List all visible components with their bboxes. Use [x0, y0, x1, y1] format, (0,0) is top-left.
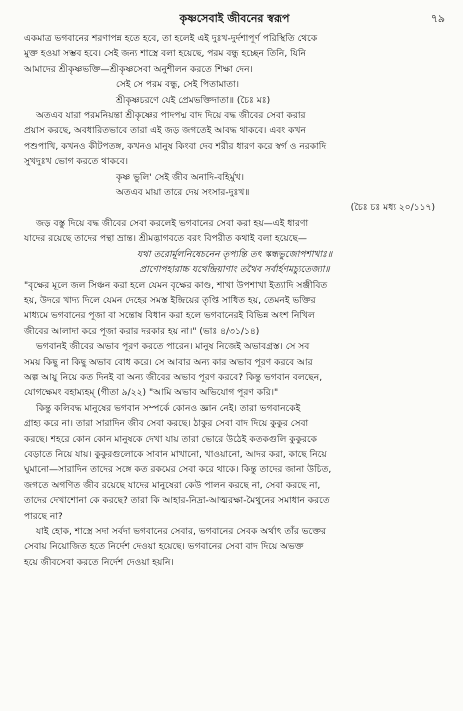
chapter-title: কৃষ্ণসেবাই জীবনের স্বরূপ: [179, 12, 290, 25]
paragraph-4: "বৃক্ষের মূলে জল সিঞ্চন করা হলে যেমন বৃক্ষের কাণ্ড, শাখা উপশাখা ইত্যাদি সঞ্জীবিত হয়, উদরে খাদ্য দিলে যেমন দেহের সমস্ত ইন্দ্রিয়ের তৃপ্তি সাধিত হয়, তেমনই ভক্তির মাধ্যমে ভগবানের পূজা বা সন্তোষ বিধান করা হলে ভগবানেরই বিভিন্ন অংশ নিখিল জীবের আলাদা করে পূজা করার দরকার হয় না।" (ভাঃ ৪/৩১/১৪): [24, 280, 328, 337]
verse-2-line-2: অতএব মায়া তারে দেয় সংসার-দুঃখ॥: [116, 188, 250, 199]
page-header: [24, 10, 445, 32]
sanskrit-line-1: যথা তরোর্মূলনিষেচনেন তৃপ্যন্তি তৎ স্কন্ধভুজোপশাখাঃ॥: [136, 249, 333, 260]
paragraph-2: অতএব যারা পরমনিয়ন্তা শ্রীকৃষ্ণের পাদপদ্ম বাদ দিয়ে বদ্ধ জীবের সেবা করার প্রয়াস করছে, অবধারিতভাবে তারা এই জড় জগতেই আবদ্ধ থাকবে। এবং কখন পশুপাখি, কখনও কীটপতঙ্গ, কখনও মানুষ কিংবা দেব শরীর ধারণ করে স্বর্গ ও নরকাদি সুখদুঃখ ভোগ করতে থাকবে।: [24, 111, 327, 168]
sanskrit-line-2: প্রাণোপহারাচ্চ যথেন্দ্রিয়াণাং তথৈব সর্বার্হণমচ্যুতেজ্যা॥: [139, 265, 330, 276]
verse-1-line-2: শ্রীকৃষ্ণচরণে যেই প্রেমভক্তিদাতা॥ (চৈঃ মঃ): [116, 95, 271, 106]
verse-1-line-1: সেই সে পরম বন্ধু, সেই পিতামাতা।: [116, 80, 240, 91]
paragraph-1: একমাত্র ভগবানের শরণাপন্ন হতে হবে, তা হলেই এই দুঃখ-দুর্দশাপূর্ণ পরিস্থিতি থেকে মুক্ত হওয়া সম্ভব হবে। সেই জন্য শাস্ত্রে বলা হয়েছে, পরম বন্ধু হচ্ছেন তিনি, যিনি আমাদের শ্রীকৃষ্ণভক্তি—শ্রীকৃষ্ণসেবা অনুশীলন করতে শিক্ষা দেন।: [24, 34, 318, 75]
paragraph-6: কিন্তু কলিবদ্ধ মানুষের ভগবান সম্পর্কে কোনও জ্ঞান নেই। তারা ভগবানকেই গ্রাহ্য করে না। তারা সারাদিন জীব সেবা করছে। ঠাকুর সেবা বাদ দিয়ে কুকুর সেবা করছে। শহরে কোন কোন মানুষকে দেখা যায় তারা ভোরে উঠেই কতকগুলি কুকুরকে বেড়াতে নিয়ে যায়। কুকুরগুলোকে সাবান মাখানো, খাওয়ানো, আদর করা, কাছে নিয়ে ঘুমানো—সারাদিন তাদের সঙ্গে কত রকমের সেবা করে থাকে। কিন্তু তাদের জানা উচিত, জগতে অগণিত জীব রয়েছে যাদের মানুষেরা কেউ পালন করছে না, সেবা করছে না, তাদের দেখাশোনা কে করছে? তারা কি আহার-নিদ্রা-আত্মরক্ষা-মৈথুনের সমাধান করতে পারছে না?: [24, 403, 332, 522]
paragraph-5: ভগবানই জীবের অভাব পূরণ করতে পারেন। মানুষ নিজেই অভাবগ্রস্ত। সে সব সময় কিছু না কিছু অভাব বোধ করে। সে আবার অন্য কার অভাব পূরণ করবে আর অল্প আয়ু নিয়ে কত দিনই বা অন্য জীবের অভাব পূরণ করবে? কিন্তু ভগবান বলছেন, যোগক্ষেমং বহাম্যহম্ (গীতা ৯/২২) "আমি অভাব অভিযোগ পূরণ করি।": [24, 342, 323, 399]
paragraph-3: জড় বস্তু দিয়ে বদ্ধ জীবের সেবা করলেই ভগবানের সেবা করা হয়—এই ধারণা যাদের রয়েছে তাদের পন্থা ভ্রান্ত। শ্রীমদ্ভাগবতে বরং বিপরীত কথাই বলা হয়েছে—: [24, 218, 309, 245]
verse-2-line-1: কৃষ্ণ ভুলি' সেই জীব অনাদি-বহির্মুখ।: [116, 172, 245, 183]
paragraph-7: যাই হোক, শাস্ত্রে সদা সর্বদা ভগবানের সেবার, ভগবানের সেবক অর্থাৎ তাঁর ভক্তের সেবায় নিয়োজিত হতে নির্দেশ দেওয়া হয়েছে। ভগবানের সেবা বাদ দিয়ে অভক্ত হয়ে জীবসেবা করতে নির্দেশ দেওয়া হয়নি।: [24, 527, 327, 568]
verse-2-reference: (চৈঃ চঃ মধ্য ২০/১১৭): [350, 203, 435, 214]
page-number: ৭৯: [430, 12, 445, 25]
